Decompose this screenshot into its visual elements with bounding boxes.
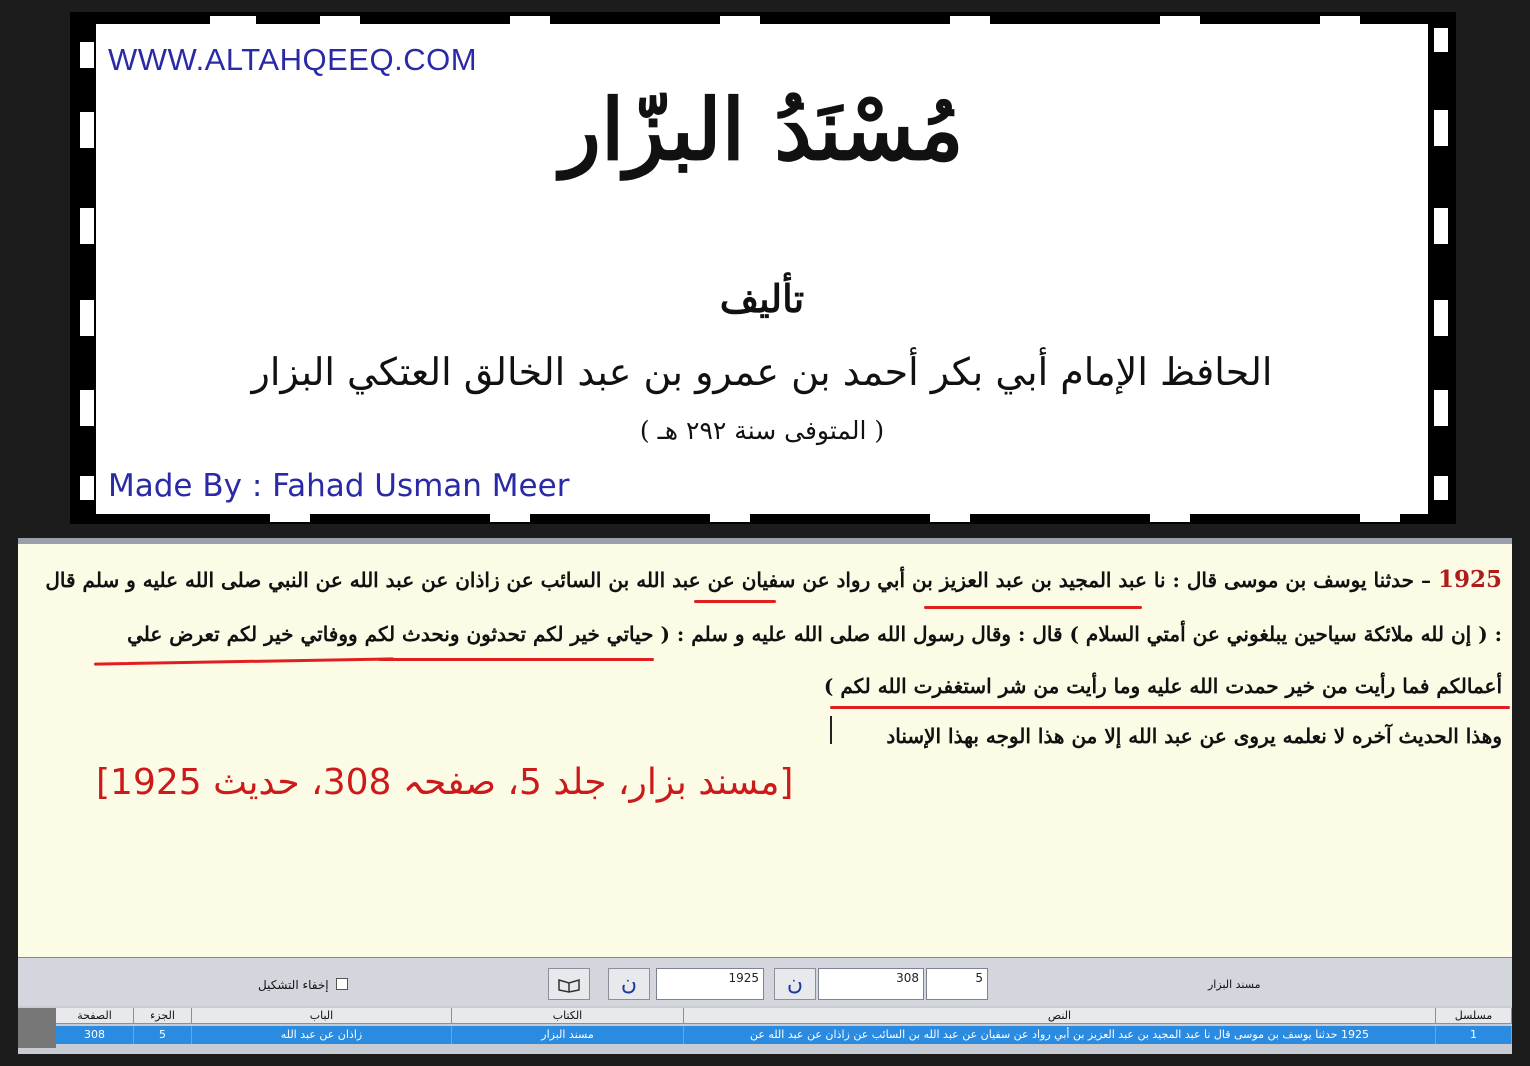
navigation-toolbar [18, 958, 1512, 1006]
go-page-button[interactable] [774, 968, 816, 1000]
reference-citation: [مسند بزار، جلد 5، صفحہ 308، حدیث 1925] [96, 762, 794, 803]
cell-volume: 5 [134, 1026, 192, 1044]
death-note: ( المتوفى سنة ٢٩٢ هـ ) [639, 416, 885, 445]
frame-hole [80, 42, 94, 68]
text-caret [830, 716, 832, 744]
frame-hole [210, 16, 256, 24]
results-table [56, 1008, 1512, 1054]
author-name: الحافظ الإمام أبي بكر أحمد بن عمرو بن عبد الخالق العتكي البزار [251, 350, 1273, 394]
col-header-chapter[interactable]: الباب [192, 1008, 452, 1024]
table-empty-area [56, 1046, 1512, 1054]
col-header-book[interactable]: الكتاب [452, 1008, 684, 1024]
frame-hole [1434, 208, 1448, 244]
frame-hole [1434, 390, 1448, 426]
table-gutter [18, 1008, 56, 1048]
hadith-text-panel[interactable] [18, 544, 1512, 958]
hide-diacritics-checkbox[interactable] [336, 978, 348, 990]
go-hadith-button[interactable] [608, 968, 650, 1000]
col-header-serial[interactable]: مسلسل [1436, 1008, 1512, 1024]
frame-hole [270, 514, 310, 522]
hadith-number-field[interactable]: 1925 [656, 968, 764, 1000]
cell-book: مسند البزار [452, 1026, 684, 1044]
cover-page [96, 24, 1428, 514]
open-book-icon [557, 977, 581, 993]
hide-diacritics-label[interactable]: إخفاء التشكيل [258, 978, 329, 992]
frame-hole [1434, 110, 1448, 146]
frame-hole [720, 16, 760, 24]
frame-hole [80, 390, 94, 426]
go-icon: ن [620, 971, 638, 996]
frame-hole [1160, 16, 1200, 24]
col-header-volume[interactable]: الجزء [134, 1008, 192, 1024]
hadith-line-2: : ( إن لله ملائكة سياحين يبلغوني عن أمتي السلام ) قال : وقال رسول الله صلى الله عليه و سلم : ( حياتي خير لكم تحدثون ونحدث لكم ووفاتي خير لكم تعرض علي [127, 622, 1502, 646]
hadith-line-4: وهذا الحديث آخره لا نعلمه يروى عن عبد الله إلا من هذا الوجه بهذا الإسناد [886, 724, 1502, 748]
frame-hole [80, 300, 94, 336]
frame-hole [510, 16, 550, 24]
frame-hole [1150, 514, 1190, 522]
col-header-page[interactable]: الصفحة [56, 1008, 134, 1024]
made-by-credit: Made By : Fahad Usman Meer [108, 468, 570, 504]
hadith-viewer-window [18, 538, 1512, 1054]
frame-hole [1434, 28, 1448, 52]
open-book-button[interactable] [548, 968, 590, 1000]
hadith-line-1-text: – حدثنا يوسف بن موسى قال : نا عبد المجيد بن عبد العزيز بن أبي رواد عن سفيان عن عبد الله بن السائب عن زاذان عن عبد الله عن النبي صلى الله عليه و سلم قال [45, 568, 1432, 592]
frame-hole [80, 208, 94, 244]
volume-number-field[interactable]: 5 [926, 968, 988, 1000]
go-icon: ن [786, 971, 804, 996]
cell-page: 308 [56, 1026, 134, 1044]
frame-hole [320, 16, 360, 24]
hadith-number: 1925 [1437, 566, 1502, 593]
col-header-text[interactable]: النص [684, 1008, 1436, 1024]
frame-hole [1434, 300, 1448, 336]
frame-hole [710, 514, 750, 522]
highlight-underline [924, 606, 1142, 609]
book-title: مُسْنَدُ البزّار [560, 80, 964, 179]
highlight-underline [378, 658, 654, 661]
highlight-underline [94, 657, 394, 665]
table-row[interactable] [56, 1026, 1512, 1044]
page-number-field[interactable]: 308 [818, 968, 924, 1000]
frame-hole [490, 514, 530, 522]
book-name-label: مسند البزار [1208, 978, 1261, 991]
highlight-underline [830, 706, 1510, 709]
frame-hole [80, 112, 94, 148]
site-url: WWW.ALTAHQEEQ.COM [108, 42, 478, 77]
authored-by-label: تأليف [719, 276, 805, 321]
cell-chapter: زاذان عن عبد الله [192, 1026, 452, 1044]
cell-text: 1925 حدثنا يوسف بن موسى قال نا عبد المجيد بن عبد العزيز بن أبي رواد عن سفيان عن عبد الله بن السائب عن زاذان عن عبد الله عن [684, 1026, 1436, 1044]
frame-hole [950, 16, 990, 24]
hadith-line-3: أعمالكم فما رأيت من خير حمدت الله عليه وما رأيت من شر استغفرت الله لكم ) [823, 674, 1502, 698]
frame-hole [80, 476, 94, 500]
frame-hole [1360, 514, 1400, 522]
hadith-line-1 [45, 566, 1502, 593]
frame-hole [1434, 476, 1448, 500]
cell-serial: 1 [1436, 1026, 1512, 1044]
frame-hole [1320, 16, 1360, 24]
frame-hole [930, 514, 970, 522]
highlight-underline [694, 600, 776, 603]
